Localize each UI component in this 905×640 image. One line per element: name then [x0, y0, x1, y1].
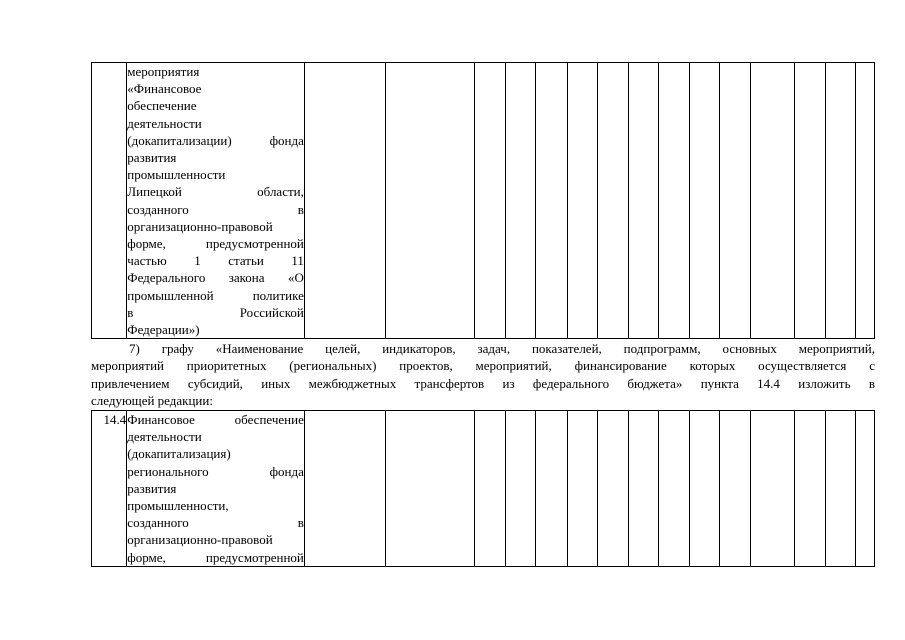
name-line: частью 1 статьи 11 [127, 253, 304, 269]
empty-cell [536, 63, 567, 339]
name-line: организационно-правовой [127, 218, 273, 234]
row-name-text [127, 411, 304, 566]
amendment-paragraph [91, 340, 875, 410]
empty-cell [658, 411, 689, 567]
empty-cell [567, 411, 597, 567]
name-line: Федерального закона «О [127, 270, 304, 286]
empty-cell [751, 63, 795, 339]
paragraph-line: мероприятий приоритетных (региональных) проектов, мероприятий, финансирование которых осуществляется с [91, 358, 875, 374]
name-line: Финансовое обеспечение [127, 412, 304, 427]
name-line: форме, предусмотренной [127, 549, 304, 565]
table-row [92, 411, 875, 567]
row-number-cell [92, 63, 127, 339]
empty-cell [690, 411, 720, 567]
name-line: обеспечение [127, 98, 197, 114]
row-number-cell: 14.4 [92, 411, 127, 567]
empty-cell [751, 411, 795, 567]
name-line: созданного в [127, 515, 304, 531]
name-line: развития [127, 150, 177, 166]
name-line: «Финансовое [127, 81, 202, 97]
row-name-text [127, 63, 304, 338]
empty-cell [385, 63, 474, 339]
empty-cell [597, 411, 628, 567]
new-edition-table [91, 410, 875, 567]
empty-cell [720, 63, 751, 339]
empty-cell [304, 411, 385, 567]
empty-cell [506, 411, 536, 567]
name-line: промышленности, [127, 498, 229, 514]
name-line: (докапитализация) [127, 446, 231, 462]
empty-cell [690, 63, 720, 339]
empty-cell [567, 63, 597, 339]
empty-cell [628, 411, 658, 567]
name-line: в Российской [127, 304, 304, 320]
paragraph-line: 7) графу «Наименование целей, индикаторов, задач, показателей, подпрограмм, основных мероприятий, [129, 341, 875, 356]
name-line: деятельности [127, 115, 202, 131]
name-line: (докапитализации) фонда [127, 132, 304, 148]
empty-cell [304, 63, 385, 339]
table-row [92, 63, 875, 339]
empty-cell [628, 63, 658, 339]
name-line: организационно-правовой [127, 532, 273, 548]
empty-cell [506, 63, 536, 339]
row-name-cell [127, 411, 305, 567]
empty-cell [794, 411, 825, 567]
empty-cell [826, 411, 856, 567]
name-line: мероприятия [127, 64, 200, 79]
continuation-table [91, 62, 875, 339]
paragraph-line: следующей редакции: [91, 393, 213, 409]
name-line: форме, предусмотренной [127, 236, 304, 252]
empty-cell [794, 63, 825, 339]
empty-cell [658, 63, 689, 339]
empty-cell [536, 411, 567, 567]
row-name-cell [127, 63, 305, 339]
name-line: регионального фонда [127, 463, 304, 479]
empty-cell [856, 63, 875, 339]
name-line: Федерации») [127, 322, 200, 338]
empty-cell [597, 63, 628, 339]
name-line: промышленной политике [127, 287, 304, 303]
empty-cell [385, 411, 474, 567]
empty-cell [856, 411, 875, 567]
empty-cell [826, 63, 856, 339]
name-line: созданного в [127, 201, 304, 217]
name-line: Липецкой области, [127, 184, 304, 200]
empty-cell [475, 63, 506, 339]
name-line: промышленности [127, 167, 226, 183]
name-line: развития [127, 480, 177, 496]
empty-cell [720, 411, 751, 567]
empty-cell [475, 411, 506, 567]
name-line: деятельности [127, 429, 202, 445]
paragraph-line: привлечением субсидий, иных межбюджетных трансфертов из федерального бюджета» пункта 14.4 изложить в [91, 375, 875, 391]
